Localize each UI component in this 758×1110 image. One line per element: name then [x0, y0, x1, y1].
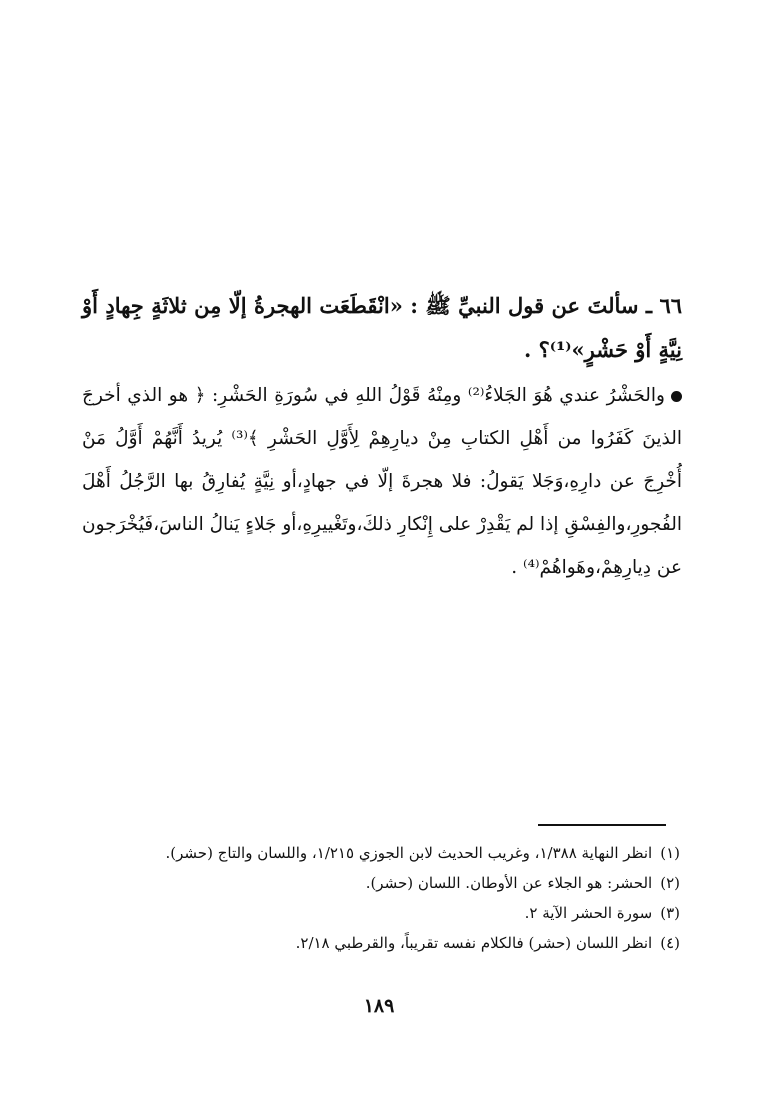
footnote-text: سورة الحشر الآية ٢.: [524, 904, 653, 922]
footnote-item: [80, 868, 680, 898]
footnote-item: [80, 838, 680, 868]
footnote-number: (١): [660, 844, 680, 862]
footnote-item: [80, 898, 680, 928]
question-text: ٦٦ ـ سألتَ عن قول النبيِّ ﷺ : «انْقَطَعَت الهجرةُ إلّا مِن ثلاثَةٍ جِهادٍ أَوْ نِيَّةٍ أَوْ حَشْرٍ»⁽¹⁾؟ .: [82, 293, 682, 362]
footnotes-list: [80, 838, 680, 958]
footnote-number: (٤): [660, 934, 680, 952]
footnote-item: [80, 928, 680, 958]
answer-text: والحَشْرُ عندي هُوَ الجَلاءُ⁽²⁾ ومِنْهُ قَوْلُ اللهِ في سُورَةِ الحَشْرِ: ﴿ هو الذي أخرجَ الذينَ كَفَرُوا من أَهْلِ الكتابِ مِنْ ديارِهِمْ لِأَوَّلِ الحَشْرِ ﴾⁽³⁾ يُريدُ أَنَّهُمْ أَوَّلُ مَنْ أُخْرِجَ عن دارِهِ،وَجَلا يَقولُ: فلا هجرةَ إلّا في جهادٍ،أو نِيَّةٍ يُفارِقُ بها الرَّجُلُ أَهْلَ الفُجورِ،والفِسْقِ إذا لم يَقْدِرْ على إِنْكارِ ذلكَ،وتَغْييرِهِ،أو جَلاءٍ يَنالُ الناسَ،فَيُخْرَجون عن دِيارِهِمْ،وهَواهُمْ⁽⁴⁾ .: [82, 385, 682, 578]
footnote-text: انظر اللسان (حشر) فالكلام نفسه تقريباً، والقرطبي ٢/١٨.: [295, 934, 653, 952]
footnote-number: (٣): [660, 904, 680, 922]
footnote-text: انظر النهاية ١/٣٨٨، وغريب الحديث لابن الجوزي ١/٢١٥، واللسان والتاج (حشر).: [165, 844, 653, 862]
footnote-text: الحشر: هو الجلاء عن الأوطان. اللسان (حشر).: [365, 874, 653, 892]
footnote-separator: [538, 824, 666, 826]
bullet-icon: [671, 391, 682, 402]
answer-paragraph: [82, 374, 682, 589]
page-number: ١٨٩: [363, 995, 395, 1017]
question-heading: [82, 284, 682, 372]
footnote-number: (٢): [660, 874, 680, 892]
